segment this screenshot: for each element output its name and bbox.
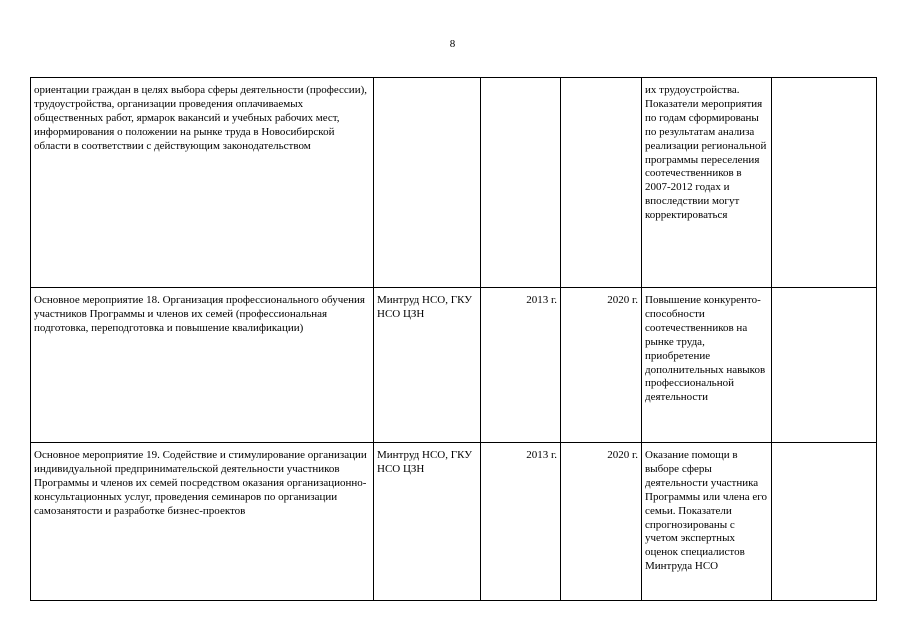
note-cell	[772, 288, 877, 443]
page-number: 8	[449, 38, 456, 50]
executor-cell: Минтруд НСО, ГКУ НСО ЦЗН	[374, 288, 481, 443]
result-cell: Оказание помощи в выборе сферы деятельности участника Программы или члена его семьи. Показатели спрогнозированы с учетом экспертных оценок специалистов Минтруда НСО	[642, 443, 772, 601]
start-date-cell	[481, 78, 561, 288]
measure-cell: Основное мероприятие 19. Содействие и стимулирование организации индивидуальной предпринимательской деятельности участников Программы и членов их семей посредством оказания организационно-консультационных услуг, проведения семинаров по организации самозанятости и разработке бизнес-проектов	[31, 443, 374, 601]
table-row	[31, 288, 877, 443]
note-cell	[772, 78, 877, 288]
measure-cell: Основное мероприятие 18. Организация профессионального обучения участников Программы и членов их семей (профессиональная подготовка, переподготовка и повышение квалификации)	[31, 288, 374, 443]
executor-cell: Минтруд НСО, ГКУ НСО ЦЗН	[374, 443, 481, 601]
measures-table	[30, 77, 877, 601]
end-date-cell: 2020 г.	[561, 443, 642, 601]
start-date-cell: 2013 г.	[481, 443, 561, 601]
end-date-cell	[561, 78, 642, 288]
result-cell: их трудоустройства. Показатели мероприятия по годам сформированы по результатам анализа реализации региональной программы переселения соотечественников в 2007-2012 годах и впоследствии могут корректироваться	[642, 78, 772, 288]
executor-cell	[374, 78, 481, 288]
note-cell	[772, 443, 877, 601]
result-cell: Повышение конкуренто-способности соотечественников на рынке труда, приобретение дополнительных навыков профессиональной деятельности	[642, 288, 772, 443]
end-date-cell: 2020 г.	[561, 288, 642, 443]
measure-cell: ориентации граждан в целях выбора сферы деятельности (профессии), трудоустройства, организации проведения оплачиваемых общественных работ, ярмарок вакансий и учебных рабочих мест, информирования о положении на рынке труда в Новосибирской области в соответствии с действующим законодательством	[31, 78, 374, 288]
start-date-cell: 2013 г.	[481, 288, 561, 443]
table-row	[31, 443, 877, 601]
table-row	[31, 78, 877, 288]
